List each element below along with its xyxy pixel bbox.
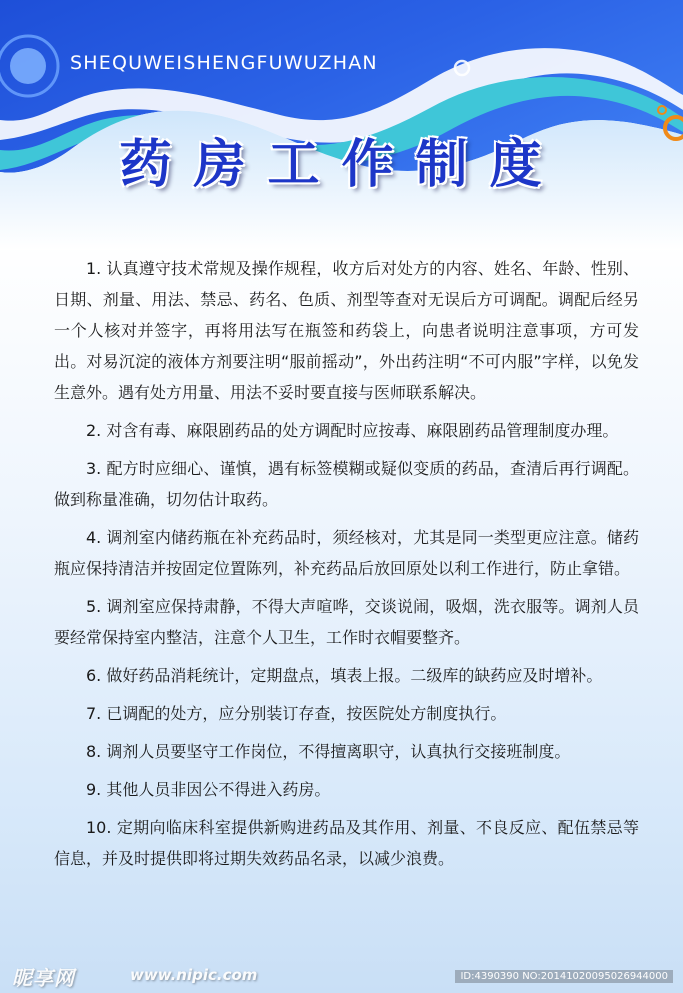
rule-item: 3. 配方时应细心、谨慎，遇有标签模糊或疑似变质的药品，查清后再行调配。做到称量准确，切勿估计取药。 <box>54 459 639 509</box>
rule-item: 1. 认真遵守技术常规及操作规程，收方后对处方的内容、姓名、年龄、性别、日期、剂量、用法、禁忌、药名、色质、剂型等查对无误后方可调配。调配后经另一个人核对并签字，再将用法写在瓶签和药袋上，向患者说明注意事项，方可发出。对易沉淀的液体方剂要注明“服前摇动”，外出药注明“不可内服”字样，以免发生意外。遇有处方用量、用法不妥时要直接与医师联系解决。 <box>54 259 639 402</box>
rule-item: 6. 做好药品消耗统计，定期盘点，填表上报。二级库的缺药应及时增补。 <box>86 666 603 685</box>
watermark-bar <box>0 958 683 993</box>
header-subtitle: SHEQUWEISHENGFUWUZHAN <box>70 52 378 74</box>
rules-list <box>54 253 639 881</box>
rule-item: 7. 已调配的处方，应分别装订存查，按医院处方制度执行。 <box>86 704 507 723</box>
rule-item: 9. 其他人员非因公不得进入药房。 <box>86 780 331 799</box>
watermark-id: ID:4390390 NO:20141020095026944000 <box>455 970 673 983</box>
watermark-url: www.nipic.com <box>130 966 258 984</box>
rule-item: 5. 调剂室应保持肃静，不得大声喧哗，交谈说闹，吸烟，洗衣服等。调剂人员要经常保持室内整洁，注意个人卫生，工作时衣帽要整齐。 <box>54 597 639 647</box>
rule-item: 4. 调剂室内储药瓶在补充药品时，须经核对，尤其是同一类型更应注意。储药瓶应保持清洁并按固定位置陈列，补充药品后放回原处以利工作进行，防止拿错。 <box>54 528 639 578</box>
rule-item: 10. 定期向临床科室提供新购进药品及其作用、剂量、不良反应、配伍禁忌等信息，并及时提供即将过期失效药品名录，以减少浪费。 <box>54 818 639 868</box>
page-title: 药房工作制度 <box>119 135 564 195</box>
watermark-logo: 昵享网 <box>12 966 75 990</box>
rule-item: 2. 对含有毒、麻限剧药品的处方调配时应按毒、麻限剧药品管理制度办理。 <box>86 421 619 440</box>
rule-item: 8. 调剂人员要坚守工作岗位，不得擅离职守，认真执行交接班制度。 <box>86 742 571 761</box>
